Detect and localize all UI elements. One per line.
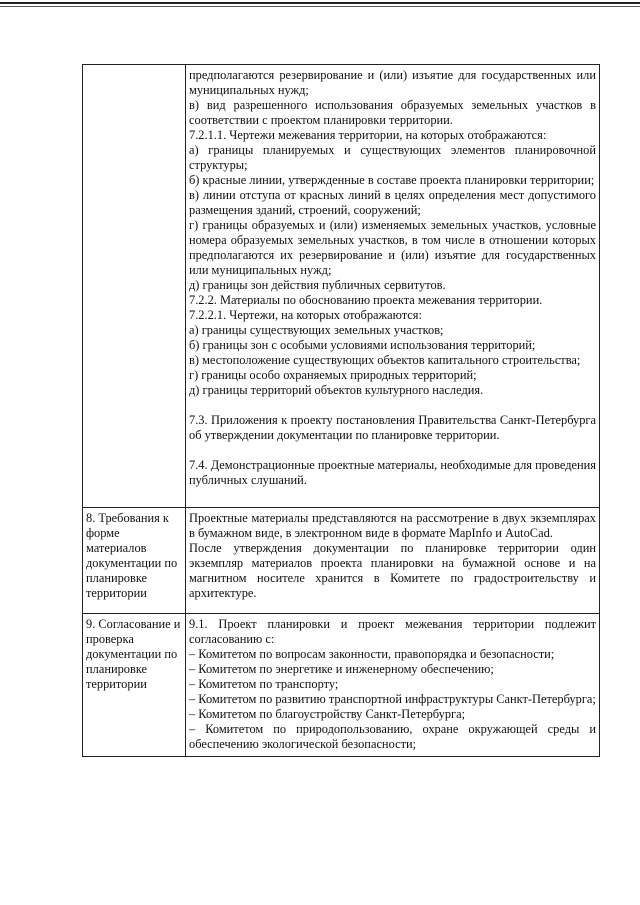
paragraph: д) границы территорий объектов культурного наследия.	[189, 383, 484, 397]
section-7-4: 7.4. Демонстрационные проектные материалы, необходимые для проведения публичных слушаний.	[189, 458, 596, 487]
paragraph: После утверждения документации по планировке территории один экземпляр материалов проекта планировки на бумажной основе и на магнитном носителе хранится в Комитете по градостроительству и архитектуре.	[189, 541, 596, 600]
row-label-cell	[83, 65, 186, 508]
list-item: – Комитетом по благоустройству Санкт-Петербурга;	[189, 707, 466, 721]
paragraph: 7.2.2.1. Чертежи, на которых отображаются:	[189, 308, 422, 322]
list-item: – Комитетом по транспорту;	[189, 677, 339, 691]
paragraph: г) границы образуемых и (или) изменяемых земельных участков, условные номера образуемых земельных участков, в том числе в отношении которых предполагаются их резервирование и (или) изъятие для государственных или муниципальных нужд;	[189, 218, 596, 277]
row-content-cell	[186, 614, 600, 757]
paragraph: 9.1. Проект планировки и проект межевания территории подлежит согласованию с:	[189, 617, 596, 646]
paragraph: а) границы планируемых и существующих элементов планировочной структуры;	[189, 143, 596, 172]
paragraph: б) границы зон с особыми условиями использования территорий;	[189, 338, 536, 352]
paragraph: в) местоположение существующих объектов капитального строительства;	[189, 353, 581, 367]
top-border-line	[0, 2, 640, 4]
paragraph: б) красные линии, утвержденные в составе проекта планировки территории;	[189, 173, 595, 187]
row-label-cell: 8. Требования к форме материалов документации по планировке территории	[83, 508, 186, 614]
list-item: – Комитетом по развитию транспортной инфраструктуры Санкт-Петербурга;	[189, 692, 596, 706]
top-border-line-thin	[0, 6, 640, 7]
list-item: – Комитетом по вопросам законности, правопорядка и безопасности;	[189, 647, 555, 661]
paragraph: Проектные материалы представляются на рассмотрение в двух экземплярах в бумажном виде, в электронном виде в формате MapInfo и AutoCad.	[189, 511, 596, 540]
spacer	[189, 443, 596, 458]
list-item: – Комитетом по природопользованию, охране окружающей среды и обеспечению экологической безопасности;	[189, 722, 596, 751]
row-content-cell	[186, 65, 600, 508]
spacer	[189, 488, 596, 503]
table-row	[83, 614, 600, 757]
paragraph: в) вид разрешенного использования образуемых земельных участков в соответствии с проектом планировки территории.	[189, 98, 596, 127]
paragraph: г) границы особо охраняемых природных территорий;	[189, 368, 477, 382]
list-item: – Комитетом по энергетике и инженерному обеспечению;	[189, 662, 494, 676]
spacer	[189, 601, 596, 609]
paragraph: 7.2.2. Материалы по обоснованию проекта межевания территории.	[189, 293, 543, 307]
row-content-cell	[186, 508, 600, 614]
row-label-cell: 9. Согласование и проверка документации по планировке территории	[83, 614, 186, 757]
paragraph: предполагаются резервирование и (или) изъятие для государственных или муниципальных нужд;	[189, 68, 596, 97]
paragraph: 7.2.1.1. Чертежи межевания территории, на которых отображаются:	[189, 128, 547, 142]
table-row	[83, 65, 600, 508]
paragraph: в) линии отступа от красных линий в целях определения мест допустимого размещения зданий, строений, сооружений;	[189, 188, 596, 217]
requirements-table	[82, 64, 600, 757]
paragraph: д) границы зон действия публичных сервитутов.	[189, 278, 446, 292]
spacer	[189, 398, 596, 413]
section-7-3: 7.3. Приложения к проекту постановления Правительства Санкт-Петербурга об утверждении документации по планировке территории.	[189, 413, 596, 442]
table-row	[83, 508, 600, 614]
paragraph: а) границы существующих земельных участков;	[189, 323, 444, 337]
